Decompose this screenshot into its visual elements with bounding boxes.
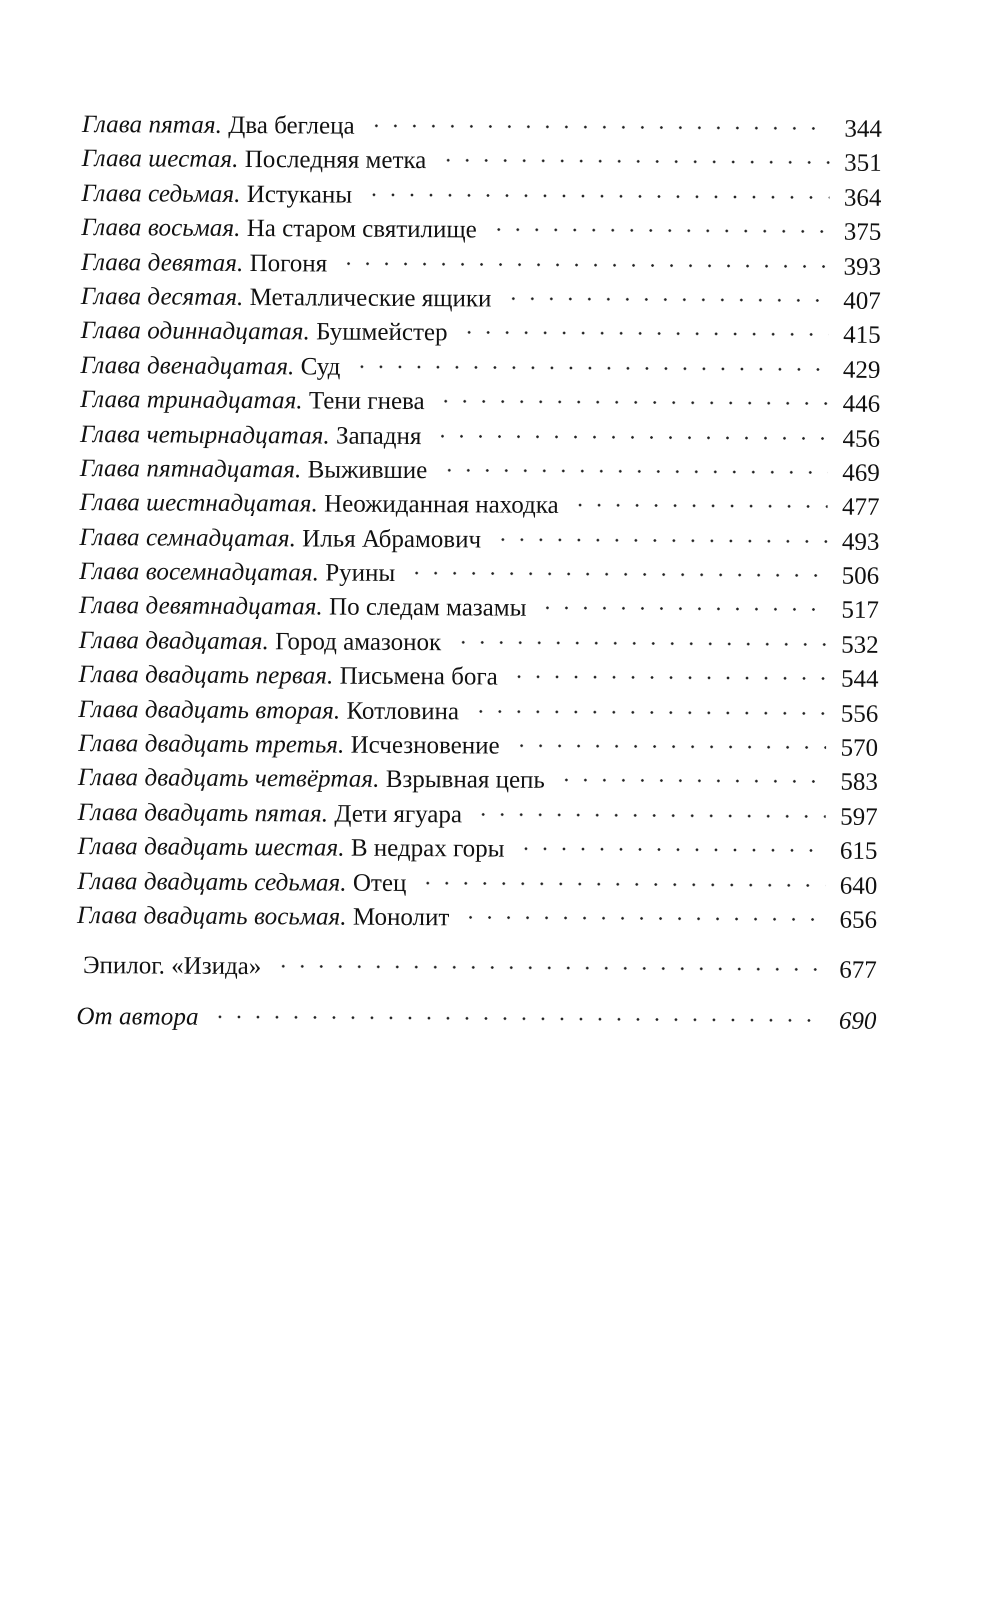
page-number: 597: [840, 803, 878, 831]
toc-row-chapter-26[interactable]: [77, 830, 877, 869]
chapter-label: Глава пятая.: [81, 110, 223, 139]
toc-row-chapter-7[interactable]: [81, 177, 881, 216]
toc-row-chapter-27[interactable]: [77, 865, 877, 904]
page-number: 493: [841, 528, 880, 556]
author-note-title: От автора: [76, 1002, 199, 1031]
chapter-label: Глава пятнадцатая.: [79, 454, 302, 484]
page-number: 415: [843, 321, 881, 350]
toc-row-chapter-5[interactable]: [82, 108, 882, 147]
chapter-title: Неожиданная находка: [324, 490, 559, 520]
page-number: 407: [843, 287, 881, 315]
toc-row-chapter-21[interactable]: [78, 658, 878, 697]
chapter-title: Взрывная цепь: [385, 766, 545, 795]
chapter-label: Глава четырнадцатая.: [79, 420, 330, 450]
toc-row-chapter-20[interactable]: [79, 624, 879, 663]
chapter-label: Глава восьмая.: [81, 214, 241, 243]
dot-leader: [453, 640, 827, 646]
toc-row-chapter-15[interactable]: [80, 452, 880, 491]
toc-row-chapter-24[interactable]: [78, 761, 878, 800]
page-number: 351: [844, 150, 882, 178]
page-number: 690: [838, 1007, 877, 1035]
dot-leader: [407, 571, 827, 578]
page-number: 429: [842, 356, 881, 384]
chapter-label: Глава восемнадцатая.: [79, 558, 320, 587]
page-number: 506: [841, 562, 880, 590]
table-of-contents: [76, 108, 882, 1039]
dot-leader: [489, 228, 830, 234]
dot-leader: [273, 965, 824, 972]
chapter-title: По следам мазамы: [328, 593, 527, 623]
toc-row-chapter-13[interactable]: [80, 383, 880, 422]
chapter-title: Два беглеца: [228, 111, 355, 140]
page-number: 344: [844, 115, 882, 143]
page-number: 469: [842, 459, 880, 487]
toc-row-chapter-16[interactable]: [79, 486, 879, 525]
dot-leader: [493, 537, 827, 543]
chapter-title: Погоня: [249, 249, 328, 278]
chapter-title: Западня: [335, 422, 422, 450]
chapter-title: Тени гнева: [308, 387, 425, 416]
chapter-title: Последняя метка: [244, 146, 427, 175]
chapter-title: Отец: [352, 869, 407, 897]
page-number: 544: [840, 665, 879, 694]
chapter-label: Глава двадцать вторая.: [78, 695, 341, 725]
chapter-label: Глава седьмая.: [81, 179, 241, 208]
dot-leader: [557, 778, 826, 784]
page-number: 393: [843, 253, 882, 281]
dot-leader: [461, 915, 825, 921]
dot-leader: [418, 881, 825, 887]
chapter-label: Глава десятая.: [80, 282, 244, 311]
dot-leader: [516, 847, 825, 853]
epilogue-title: Эпилог. «Изида»: [82, 952, 262, 981]
chapter-label: Глава двадцать третья.: [78, 730, 345, 759]
toc-row-chapter-22[interactable]: [78, 693, 878, 732]
dot-leader: [367, 124, 830, 131]
page-number: 446: [842, 390, 881, 419]
chapter-label: Глава двадцать первая.: [78, 661, 334, 690]
chapter-title: На старом святилище: [246, 215, 477, 244]
chapter-label: Глава семнадцатая.: [79, 523, 297, 553]
chapter-label: Глава двенадцатая.: [80, 351, 295, 381]
toc-row-chapter-25[interactable]: [78, 796, 878, 835]
dot-leader: [364, 193, 829, 200]
chapter-label: Глава девятая.: [80, 248, 244, 277]
page-number: 375: [843, 218, 882, 247]
toc-row-chapter-18[interactable]: [79, 555, 879, 594]
chapter-label: Глава двадцать восьмая.: [76, 901, 347, 931]
toc-row-chapter-9[interactable]: [81, 246, 881, 285]
page-number: 656: [839, 906, 878, 934]
dot-leader: [538, 606, 827, 612]
dot-leader: [512, 744, 826, 750]
chapter-title: Илья Абрамович: [302, 525, 482, 554]
toc-row-chapter-28[interactable]: [77, 899, 877, 938]
toc-row-chapter-12[interactable]: [80, 349, 880, 388]
dot-leader: [352, 364, 828, 371]
dot-leader: [339, 261, 829, 268]
toc-row-epilogue[interactable]: [77, 949, 877, 988]
toc-row-chapter-10[interactable]: [81, 280, 881, 319]
toc-row-chapter-19[interactable]: [79, 589, 879, 628]
page-number: 583: [840, 769, 878, 797]
chapter-label: Глава одиннадцатая.: [80, 317, 310, 346]
toc-row-chapter-6[interactable]: [82, 142, 882, 181]
page-number: 615: [839, 837, 878, 866]
chapter-label: Глава двадцать седьмая.: [77, 867, 347, 897]
chapter-title: Бушмейстер: [316, 318, 448, 347]
dot-leader: [439, 468, 828, 474]
dot-leader: [474, 812, 826, 818]
toc-row-chapter-14[interactable]: [80, 418, 880, 457]
chapter-title: Суд: [300, 353, 341, 381]
dot-leader: [433, 434, 828, 440]
chapter-title: Котловина: [346, 697, 460, 725]
dot-leader: [510, 675, 827, 681]
dot-leader: [571, 503, 828, 509]
chapter-label: Глава двадцать четвёртая.: [77, 764, 380, 794]
page-number: 477: [841, 493, 880, 522]
chapter-label: Глава двадцать пятая.: [77, 798, 329, 828]
dot-leader: [211, 1015, 825, 1023]
page-number: 640: [839, 872, 878, 900]
toc-row-chapter-8[interactable]: [81, 211, 881, 250]
toc-row-author-note[interactable]: [76, 1000, 876, 1039]
chapter-title: Выжившие: [307, 456, 428, 485]
chapter-label: Глава шестая.: [81, 145, 239, 174]
chapter-title: Город амазонок: [275, 628, 442, 657]
dot-leader: [471, 709, 826, 715]
chapter-label: Глава шестнадцатая.: [79, 489, 318, 518]
chapter-title: Письмена бога: [339, 662, 498, 691]
page-number: 556: [840, 700, 879, 728]
dot-leader: [438, 159, 829, 165]
page-number: 570: [840, 734, 879, 762]
chapter-label: Глава двадцатая.: [78, 626, 269, 656]
dot-leader: [437, 399, 829, 405]
chapter-title: Руины: [325, 559, 396, 587]
page-number: 677: [839, 957, 877, 985]
page-number: 517: [841, 597, 880, 625]
page-number: 364: [843, 184, 882, 212]
chapter-title: В недрах горы: [350, 834, 505, 863]
dot-leader: [503, 297, 828, 303]
page-number: 456: [842, 425, 881, 453]
chapter-title: Дети ягуара: [334, 800, 463, 829]
chapter-label: Глава девятнадцатая.: [78, 592, 323, 621]
chapter-title: Исчезновение: [350, 731, 500, 760]
chapter-label: Глава двадцать шестая.: [77, 833, 345, 862]
chapter-title: Монолит: [352, 903, 450, 932]
toc-row-chapter-11[interactable]: [81, 314, 881, 353]
dot-leader: [460, 331, 829, 337]
toc-row-chapter-23[interactable]: [78, 727, 878, 766]
chapter-label: Глава тринадцатая.: [80, 386, 303, 415]
page-number: 532: [841, 631, 879, 659]
chapter-title: Металлические ящики: [249, 283, 492, 313]
chapter-title: Истуканы: [246, 180, 353, 209]
toc-row-chapter-17[interactable]: [79, 521, 879, 560]
